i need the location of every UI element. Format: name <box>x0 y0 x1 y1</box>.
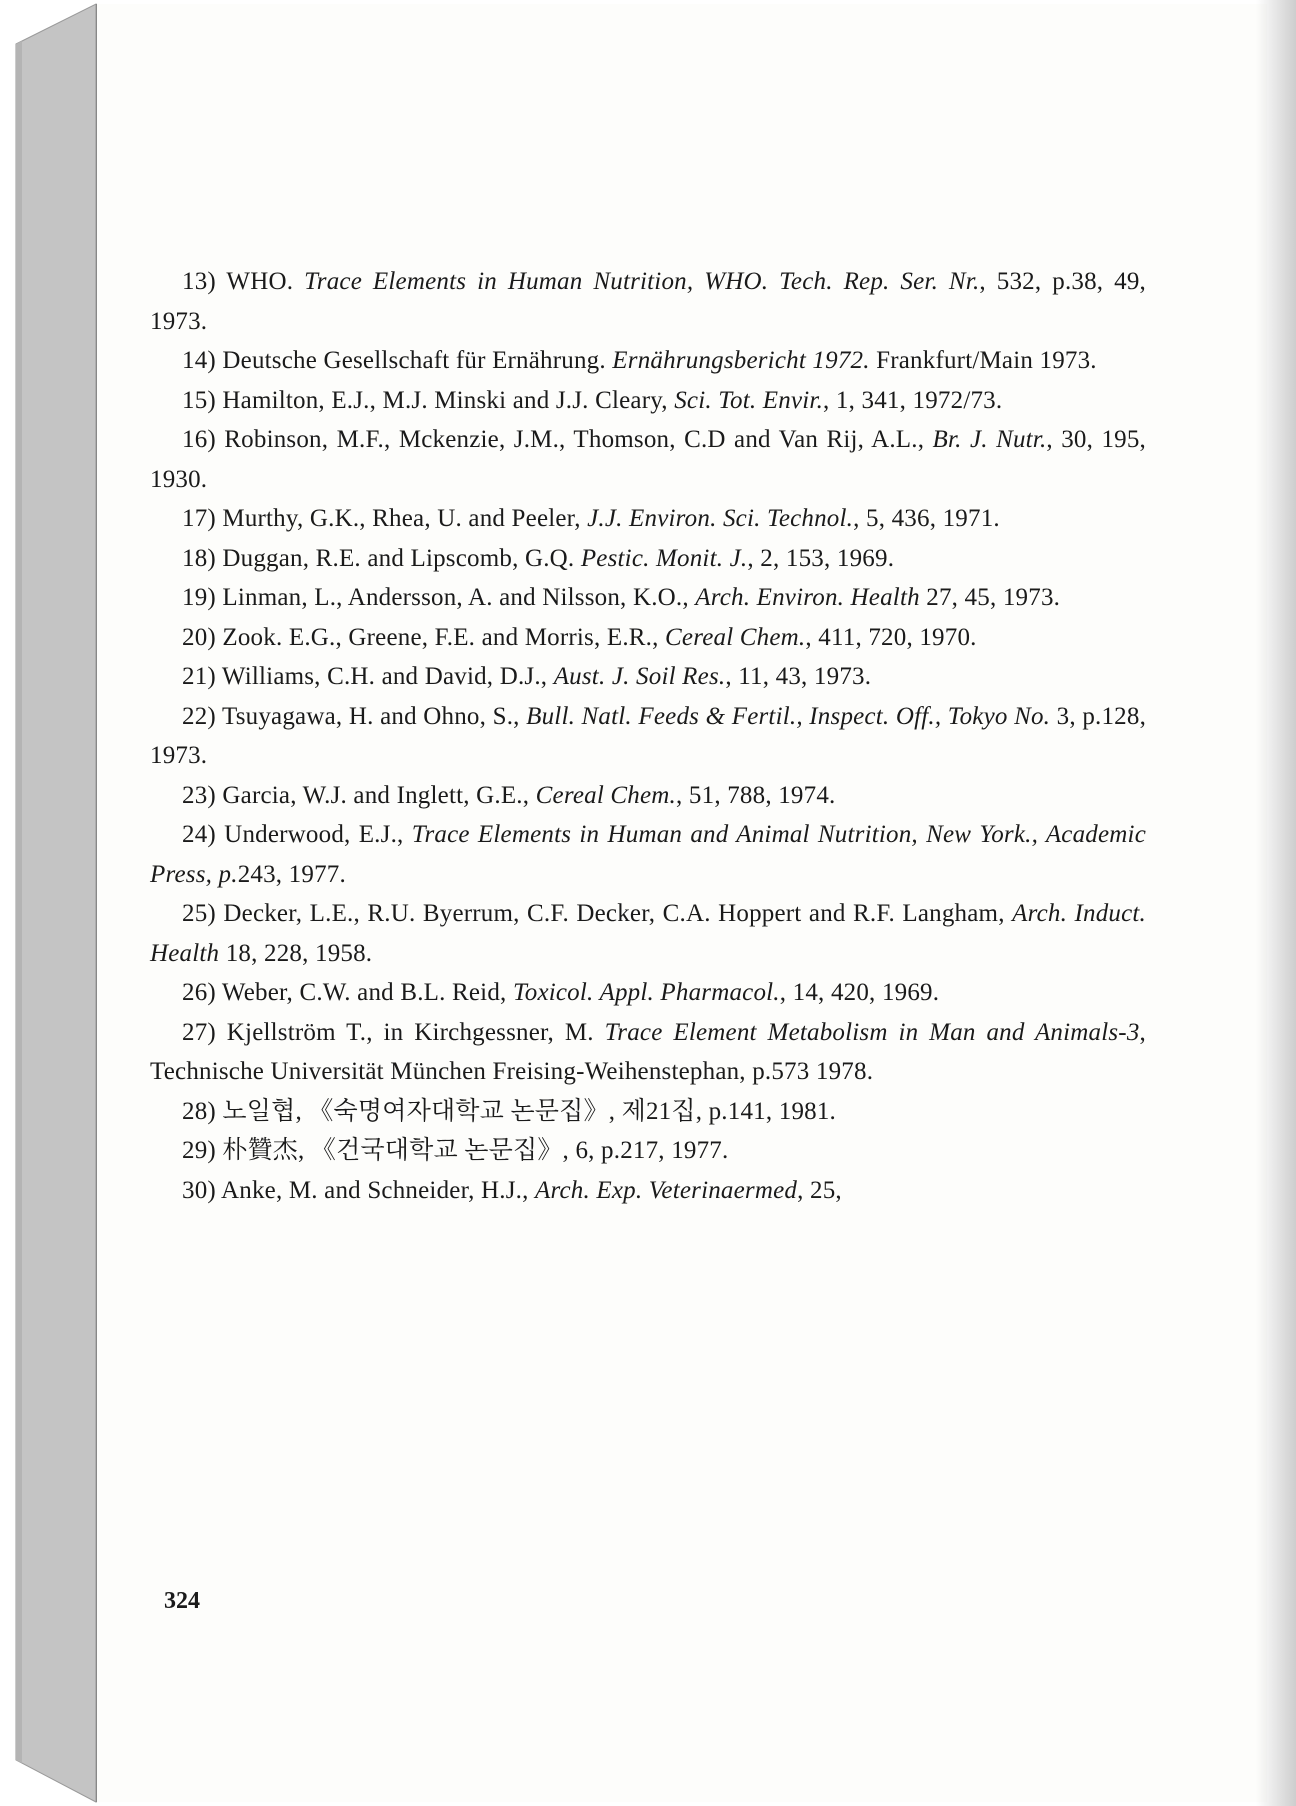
reference-text: 18, 228, 1958. <box>219 939 373 967</box>
reference-source-italic: Sci. Tot. Envir. <box>674 386 824 414</box>
reference-number: 28) <box>182 1097 216 1125</box>
reference-text: Hamilton, E.J., M.J. Minski and J.J. Cleary, <box>215 386 675 414</box>
reference-number: 16) <box>182 426 216 453</box>
reference-number: 30) <box>182 1176 216 1204</box>
reference-entry <box>150 1171 1146 1211</box>
reference-text: Decker, L.E., R.U. Byerrum, C.F. Decker, C.A. Hoppert and R.F. Langham, <box>215 900 1013 927</box>
reference-number: 19) <box>182 584 216 611</box>
reference-text: , 11, 43, 1973. <box>725 663 872 690</box>
reference-entry <box>150 578 1146 618</box>
reference-number: 18) <box>182 544 216 572</box>
reference-text: Williams, C.H. and David, D.J., <box>215 663 554 690</box>
reference-text: , 2, 153, 1969. <box>747 544 895 572</box>
reference-text: Anke, M. and Schneider, H.J., <box>215 1176 535 1204</box>
reference-text: 노일협, 《숙명여자대학교 논문집》, 제21집, p.141, 1981. <box>215 1097 836 1125</box>
reference-text: , 51, 788, 1974. <box>676 781 836 809</box>
reference-source-italic: Aust. J. Soil Res. <box>553 663 726 690</box>
reference-source-italic: J.J. Environ. Sci. Technol. <box>587 505 854 532</box>
reference-entry <box>150 1013 1146 1092</box>
reference-entry <box>150 776 1146 816</box>
reference-entry <box>150 657 1146 697</box>
reference-number: 21) <box>182 663 216 690</box>
reference-source-italic: Arch. Exp. Veterinaermed <box>534 1176 798 1204</box>
reference-entry <box>150 262 1146 341</box>
reference-entry <box>150 341 1146 381</box>
reference-entry <box>150 420 1146 499</box>
reference-text: Robinson, M.F., Mckenzie, J.M., Thomson, C.D and Van Rij, A.L., <box>215 426 933 453</box>
reference-text: Garcia, W.J. and Inglett, G.E., <box>215 781 536 809</box>
reference-text: 3, p.128, 1973. <box>150 702 1147 769</box>
reference-entry <box>150 618 1146 658</box>
reference-source-italic: Trace Elements in Human and Animal Nutrition, New York., Academic Press, p. <box>150 821 1146 888</box>
reference-number: 15) <box>182 386 216 414</box>
reference-entry <box>150 894 1146 973</box>
reference-text: 27, 45, 1973. <box>919 584 1061 611</box>
page-number: 324 <box>164 1588 200 1614</box>
reference-entry <box>150 1131 1146 1171</box>
reference-text: , Technische Universität München Freising-Weihenstephan, p.573 1978. <box>150 1018 1146 1085</box>
reference-text: Murthy, G.K., Rhea, U. and Peeler, <box>215 505 588 532</box>
reference-text: , 5, 436, 1971. <box>853 505 1000 532</box>
reference-number: 23) <box>182 781 216 809</box>
reference-entry <box>150 973 1146 1013</box>
reference-number: 24) <box>182 821 216 848</box>
reference-text: Deutsche Gesellschaft für Ernährung. <box>215 347 613 374</box>
reference-number: 25) <box>182 900 216 927</box>
reference-entry <box>150 1092 1146 1132</box>
reference-number: 22) <box>182 702 216 730</box>
reference-text: WHO. <box>215 268 305 295</box>
reference-source-italic: Cereal Chem. <box>665 623 806 651</box>
reference-text: 243, 1977. <box>237 860 346 888</box>
reference-source-italic: Arch. Environ. Health <box>695 584 920 611</box>
reference-text: , 1, 341, 1972/73. <box>823 386 1003 414</box>
reference-text: Zook. E.G., Greene, F.E. and Morris, E.R., <box>215 623 666 651</box>
reference-source-italic: Ernährungsbericht 1972. <box>612 347 870 374</box>
reference-source-italic: Toxicol. Appl. Pharmacol. <box>512 979 780 1006</box>
reference-entry <box>150 499 1146 539</box>
reference-text: Kjellström T., in Kirchgessner, M. <box>215 1018 605 1046</box>
reference-text: Frankfurt/Main 1973. <box>869 347 1097 374</box>
reference-source-italic: Pestic. Monit. J. <box>580 544 748 572</box>
reference-number: 14) <box>182 347 216 374</box>
reference-text: Weber, C.W. and B.L. Reid, <box>215 979 513 1006</box>
reference-number: 26) <box>182 979 216 1006</box>
reference-number: 29) <box>182 1137 216 1164</box>
reference-text: Tsuyagawa, H. and Ohno, S., <box>215 702 527 730</box>
reference-text: , 30, 195, 1930. <box>150 426 1147 493</box>
reference-text: , 14, 420, 1969. <box>779 979 940 1006</box>
reference-source-italic: Trace Element Metabolism in Man and Animals-3 <box>604 1018 1140 1046</box>
reference-text: Linman, L., Andersson, A. and Nilsson, K.O., <box>215 584 696 611</box>
reference-source-italic: Br. J. Nutr. <box>932 426 1047 453</box>
reference-source-italic: Arch. Induct. Health <box>150 900 1146 967</box>
reference-source-italic: Cereal Chem. <box>535 781 677 809</box>
reference-number: 13) <box>182 268 216 295</box>
reference-text: Duggan, R.E. and Lipscomb, G.Q. <box>215 544 581 572</box>
reference-source-italic: Bull. Natl. Feeds & Fertil., Inspect. Off., Tokyo No. <box>526 702 1051 730</box>
reference-text: , 411, 720, 1970. <box>805 623 977 651</box>
reference-entry <box>150 539 1146 579</box>
reference-entry <box>150 381 1146 421</box>
reference-number: 27) <box>182 1018 216 1046</box>
reference-text: , 532, p.38, 49, 1973. <box>150 268 1147 335</box>
reference-text: , 25, <box>797 1176 842 1204</box>
reference-number: 20) <box>182 623 216 651</box>
reference-entry <box>150 697 1146 776</box>
reference-list <box>150 262 1146 1210</box>
page-edge-shadow <box>1256 0 1296 1806</box>
reference-number: 17) <box>182 505 216 532</box>
reference-text: Underwood, E.J., <box>215 821 412 848</box>
reference-source-italic: Trace Elements in Human Nutrition, WHO. Tech. Rep. Ser. Nr. <box>304 268 980 295</box>
reference-text: 朴贊杰, 《건국대학교 논문집》, 6, p.217, 1977. <box>215 1137 729 1164</box>
reference-entry <box>150 815 1146 894</box>
